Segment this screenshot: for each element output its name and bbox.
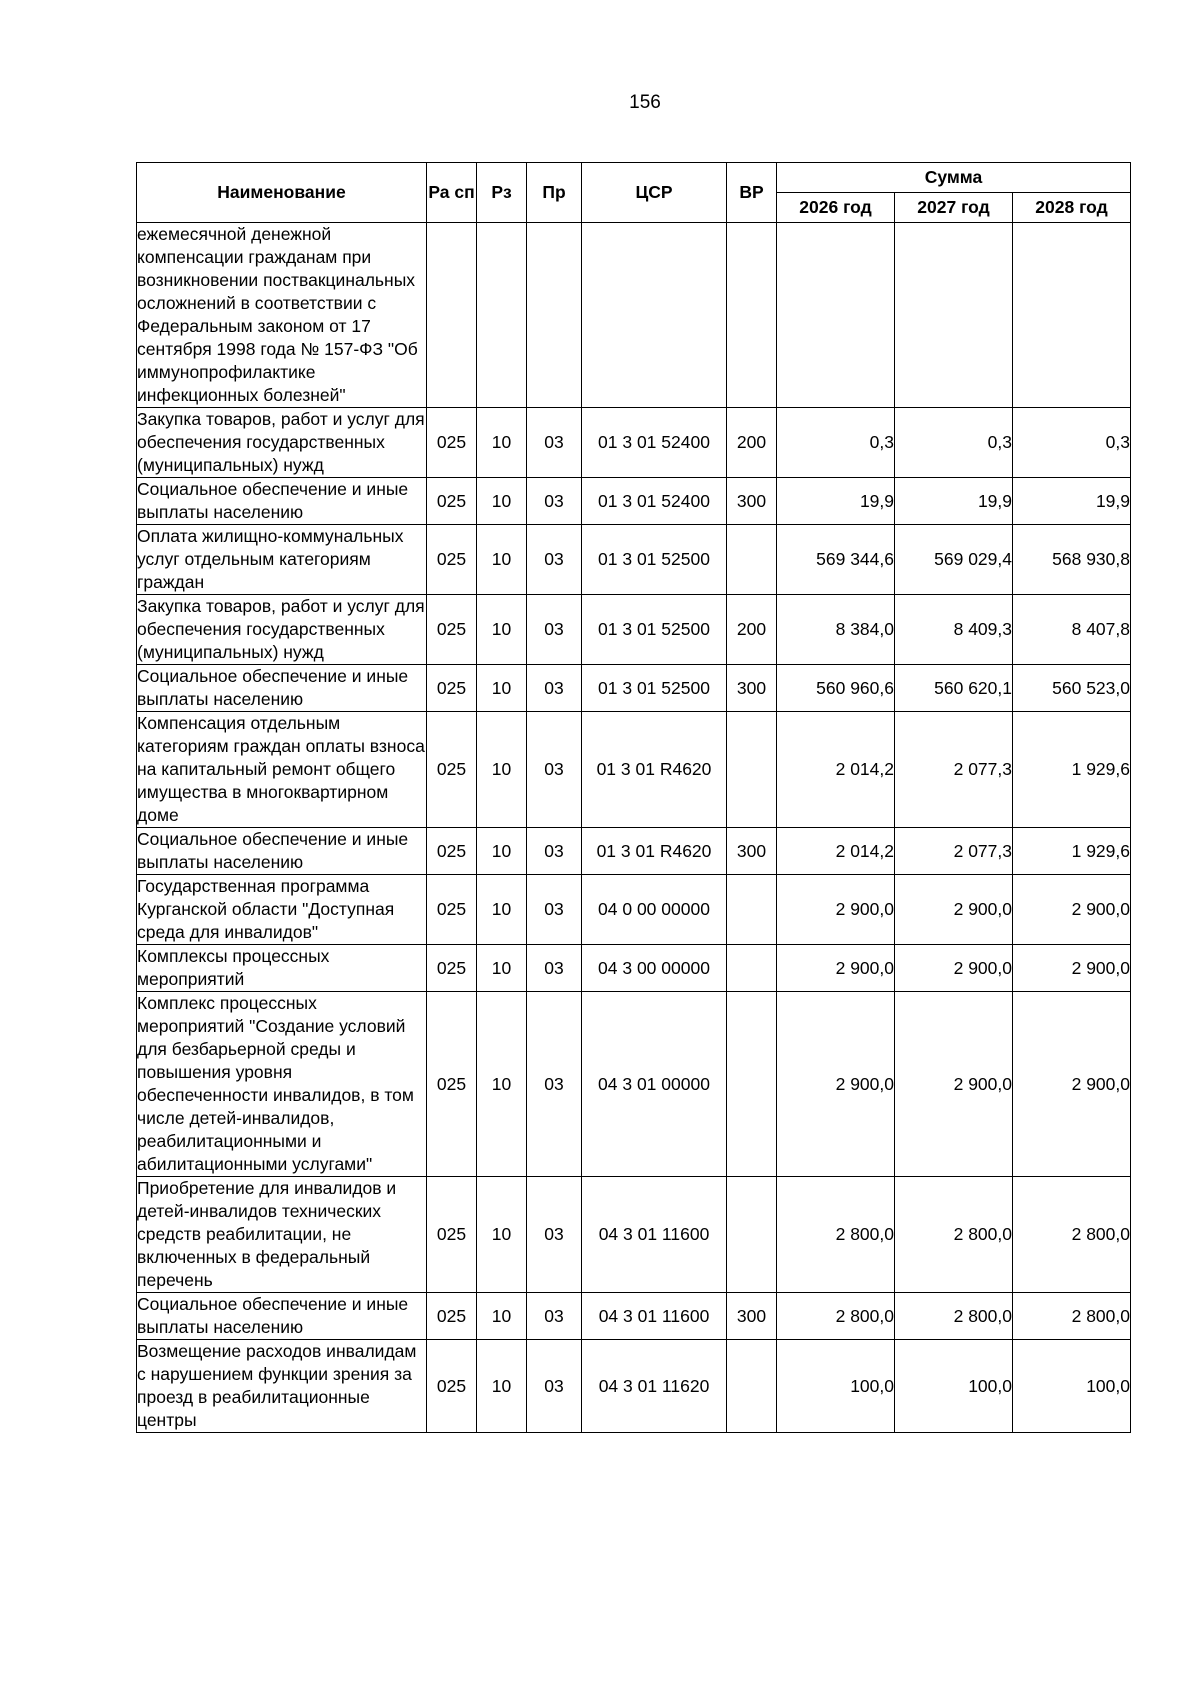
cell-csr: 01 3 01 52400 [582, 478, 727, 525]
cell-2026: 100,0 [777, 1340, 895, 1433]
table-row [137, 712, 1131, 828]
cell-rasp: 025 [427, 595, 477, 665]
cell-name: Социальное обеспечение и иные выплаты населению [137, 1293, 427, 1340]
table-row [137, 525, 1131, 595]
cell-pr: 03 [527, 1293, 582, 1340]
cell-vr [727, 875, 777, 945]
cell-rasp: 025 [427, 945, 477, 992]
cell-rasp [427, 223, 477, 408]
header-pr: Пр [527, 163, 582, 223]
cell-2028 [1013, 223, 1131, 408]
cell-vr [727, 1177, 777, 1293]
cell-name: Комплексы процессных мероприятий [137, 945, 427, 992]
cell-rasp: 025 [427, 665, 477, 712]
cell-name: Комплекс процессных мероприятий "Создание условий для безбарьерной среды и повышения уровня обеспеченности инвалидов, в том числе детей-инвалидов, реабилитационными и абилитационными услугами" [137, 992, 427, 1177]
cell-pr: 03 [527, 828, 582, 875]
cell-2028: 100,0 [1013, 1340, 1131, 1433]
cell-2026: 2 900,0 [777, 875, 895, 945]
table-row [137, 945, 1131, 992]
cell-2027: 2 077,3 [895, 828, 1013, 875]
cell-rz: 10 [477, 712, 527, 828]
table-row [137, 1177, 1131, 1293]
cell-2028: 568 930,8 [1013, 525, 1131, 595]
header-name: Наименование [137, 163, 427, 223]
table-row [137, 595, 1131, 665]
cell-2026: 2 900,0 [777, 992, 895, 1177]
cell-rz: 10 [477, 828, 527, 875]
cell-2027: 560 620,1 [895, 665, 1013, 712]
cell-rasp: 025 [427, 408, 477, 478]
cell-pr: 03 [527, 1177, 582, 1293]
cell-name: Компенсация отдельным категориям граждан оплаты взноса на капитальный ремонт общего имущества в многоквартирном доме [137, 712, 427, 828]
cell-csr: 01 3 01 R4620 [582, 712, 727, 828]
cell-name: Оплата жилищно-коммунальных услуг отдельным категориям граждан [137, 525, 427, 595]
cell-name: Социальное обеспечение и иные выплаты населению [137, 828, 427, 875]
cell-2026: 2 014,2 [777, 712, 895, 828]
cell-2026: 8 384,0 [777, 595, 895, 665]
cell-name: Возмещение расходов инвалидам с нарушением функции зрения за проезд в реабилитационные центры [137, 1340, 427, 1433]
cell-2028: 2 900,0 [1013, 875, 1131, 945]
cell-2026: 0,3 [777, 408, 895, 478]
cell-rz: 10 [477, 992, 527, 1177]
cell-2028: 2 800,0 [1013, 1177, 1131, 1293]
cell-2027: 2 800,0 [895, 1177, 1013, 1293]
cell-2028: 2 800,0 [1013, 1293, 1131, 1340]
cell-rz [477, 223, 527, 408]
cell-rz: 10 [477, 478, 527, 525]
cell-name: ежемесячной денежной компенсации гражданам при возникновении поствакцинальных осложнений в соответствии с Федеральным законом от 17 сентября 1998 года № 157-ФЗ "Об иммунопрофилактике инфекционных болезней" [137, 223, 427, 408]
cell-vr: 300 [727, 828, 777, 875]
header-year-2026: 2026 год [777, 193, 895, 223]
cell-name: Приобретение для инвалидов и детей-инвалидов технических средств реабилитации, не включенных в федеральный перечень [137, 1177, 427, 1293]
cell-rz: 10 [477, 1293, 527, 1340]
header-sum: Сумма [777, 163, 1131, 193]
cell-csr: 04 3 01 00000 [582, 992, 727, 1177]
cell-2026: 569 344,6 [777, 525, 895, 595]
cell-vr: 300 [727, 665, 777, 712]
cell-rz: 10 [477, 1177, 527, 1293]
cell-csr: 01 3 01 52500 [582, 525, 727, 595]
cell-2027: 2 800,0 [895, 1293, 1013, 1340]
header-year-2028: 2028 год [1013, 193, 1131, 223]
cell-csr: 04 0 00 00000 [582, 875, 727, 945]
table-row [137, 665, 1131, 712]
table-row [137, 992, 1131, 1177]
cell-2028: 8 407,8 [1013, 595, 1131, 665]
cell-rz: 10 [477, 1340, 527, 1433]
cell-2028: 2 900,0 [1013, 945, 1131, 992]
cell-vr [727, 992, 777, 1177]
cell-vr [727, 223, 777, 408]
cell-vr [727, 1340, 777, 1433]
cell-2027: 19,9 [895, 478, 1013, 525]
cell-rasp: 025 [427, 712, 477, 828]
cell-2027: 8 409,3 [895, 595, 1013, 665]
cell-2027: 2 077,3 [895, 712, 1013, 828]
table-row [137, 1340, 1131, 1433]
cell-2026: 2 900,0 [777, 945, 895, 992]
cell-pr: 03 [527, 478, 582, 525]
cell-csr [582, 223, 727, 408]
table-row [137, 875, 1131, 945]
cell-rasp: 025 [427, 1340, 477, 1433]
cell-vr [727, 945, 777, 992]
header-year-2027: 2027 год [895, 193, 1013, 223]
cell-csr: 01 3 01 R4620 [582, 828, 727, 875]
cell-csr: 01 3 01 52500 [582, 595, 727, 665]
cell-2026: 560 960,6 [777, 665, 895, 712]
cell-csr: 04 3 01 11620 [582, 1340, 727, 1433]
cell-2028: 19,9 [1013, 478, 1131, 525]
cell-pr: 03 [527, 712, 582, 828]
table-body [137, 223, 1131, 1433]
cell-2026: 19,9 [777, 478, 895, 525]
cell-2027: 100,0 [895, 1340, 1013, 1433]
cell-name: Закупка товаров, работ и услуг для обеспечения государственных (муниципальных) нужд [137, 595, 427, 665]
table-row [137, 1293, 1131, 1340]
cell-2027: 0,3 [895, 408, 1013, 478]
cell-2026 [777, 223, 895, 408]
cell-vr: 200 [727, 408, 777, 478]
table-row [137, 223, 1131, 408]
cell-pr: 03 [527, 992, 582, 1177]
cell-2027: 2 900,0 [895, 992, 1013, 1177]
cell-name: Социальное обеспечение и иные выплаты населению [137, 665, 427, 712]
cell-rasp: 025 [427, 525, 477, 595]
cell-rz: 10 [477, 945, 527, 992]
cell-rasp: 025 [427, 828, 477, 875]
cell-csr: 04 3 00 00000 [582, 945, 727, 992]
cell-2027: 2 900,0 [895, 945, 1013, 992]
cell-2027: 2 900,0 [895, 875, 1013, 945]
cell-pr: 03 [527, 595, 582, 665]
cell-rz: 10 [477, 875, 527, 945]
cell-csr: 01 3 01 52400 [582, 408, 727, 478]
cell-rz: 10 [477, 595, 527, 665]
cell-csr: 04 3 01 11600 [582, 1177, 727, 1293]
cell-rz: 10 [477, 408, 527, 478]
cell-2027 [895, 223, 1013, 408]
cell-vr: 300 [727, 1293, 777, 1340]
table-row [137, 478, 1131, 525]
cell-2027: 569 029,4 [895, 525, 1013, 595]
cell-rz: 10 [477, 525, 527, 595]
cell-name: Государственная программа Курганской области "Доступная среда для инвалидов" [137, 875, 427, 945]
cell-rasp: 025 [427, 1293, 477, 1340]
table-row [137, 408, 1131, 478]
budget-table [136, 162, 1131, 1433]
cell-vr: 200 [727, 595, 777, 665]
header-vr: ВР [727, 163, 777, 223]
cell-name: Закупка товаров, работ и услуг для обеспечения государственных (муниципальных) нужд [137, 408, 427, 478]
cell-2028: 0,3 [1013, 408, 1131, 478]
cell-pr: 03 [527, 1340, 582, 1433]
page-number: 156 [629, 92, 661, 113]
cell-2026: 2 800,0 [777, 1177, 895, 1293]
cell-pr [527, 223, 582, 408]
cell-2026: 2 800,0 [777, 1293, 895, 1340]
cell-csr: 01 3 01 52500 [582, 665, 727, 712]
cell-pr: 03 [527, 875, 582, 945]
header-rz: Рз [477, 163, 527, 223]
cell-2028: 1 929,6 [1013, 712, 1131, 828]
cell-2028: 2 900,0 [1013, 992, 1131, 1177]
cell-2028: 560 523,0 [1013, 665, 1131, 712]
cell-2026: 2 014,2 [777, 828, 895, 875]
cell-vr [727, 712, 777, 828]
cell-2028: 1 929,6 [1013, 828, 1131, 875]
cell-rasp: 025 [427, 992, 477, 1177]
cell-vr [727, 525, 777, 595]
cell-csr: 04 3 01 11600 [582, 1293, 727, 1340]
cell-pr: 03 [527, 525, 582, 595]
cell-rasp: 025 [427, 875, 477, 945]
cell-rasp: 025 [427, 1177, 477, 1293]
cell-rasp: 025 [427, 478, 477, 525]
cell-name: Социальное обеспечение и иные выплаты населению [137, 478, 427, 525]
cell-rz: 10 [477, 665, 527, 712]
cell-pr: 03 [527, 665, 582, 712]
cell-pr: 03 [527, 945, 582, 992]
cell-pr: 03 [527, 408, 582, 478]
header-csr: ЦСР [582, 163, 727, 223]
header-rasp: Ра сп [427, 163, 477, 223]
cell-vr: 300 [727, 478, 777, 525]
table-row [137, 828, 1131, 875]
